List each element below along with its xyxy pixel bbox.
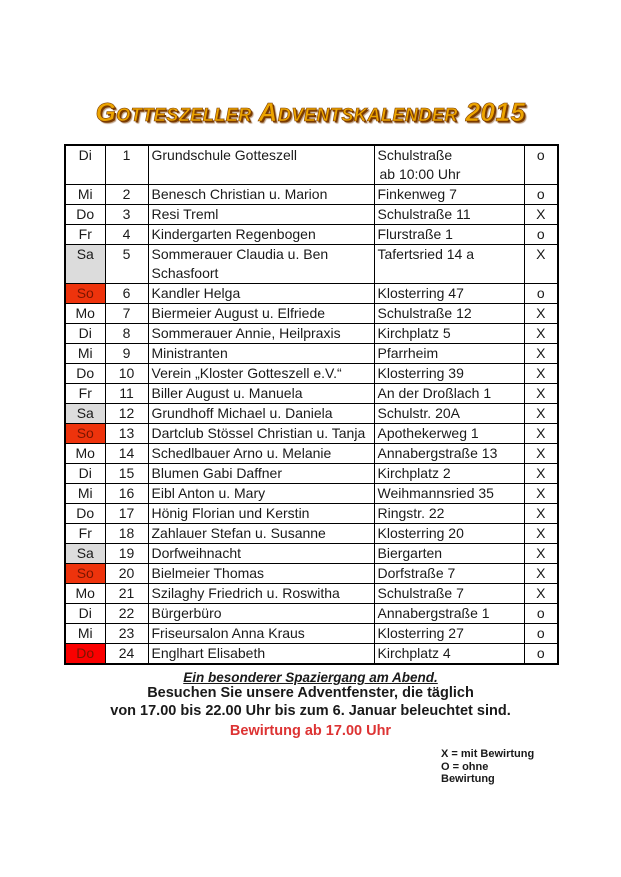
calendar-row xyxy=(65,604,558,624)
calendar-row xyxy=(65,225,558,245)
day-cell: Do xyxy=(65,364,105,384)
bewirtung-marker-cell: X xyxy=(524,444,558,464)
day-cell: Mi xyxy=(65,185,105,205)
address-cell xyxy=(374,624,524,644)
address-line-1: Klosterring 47 xyxy=(377,285,464,301)
bewirtung-marker-cell: X xyxy=(524,424,558,444)
address-cell xyxy=(374,145,524,185)
date-cell: 23 xyxy=(105,624,148,644)
address-cell xyxy=(374,564,524,584)
footer-line-1: Besuchen Sie unsere Adventfenster, die täglich xyxy=(147,685,474,701)
bewirtung-marker-cell: X xyxy=(524,564,558,584)
address-cell xyxy=(374,544,524,564)
calendar-row xyxy=(65,384,558,404)
host-name-cell: Ministranten xyxy=(148,344,374,364)
address-line-1: Weihmannsried 35 xyxy=(377,485,494,501)
calendar-rows xyxy=(65,145,558,664)
bewirtung-marker-cell: X xyxy=(524,304,558,324)
host-name-cell: Grundschule Gotteszell xyxy=(148,145,374,185)
date-cell: 11 xyxy=(105,384,148,404)
footer-line-2: von 17.00 bis 22.00 Uhr bis zum 6. Januar beleuchtet sind. xyxy=(110,702,511,719)
address-cell xyxy=(374,584,524,604)
host-name-cell: Biermeier August u. Elfriede xyxy=(148,304,374,324)
host-name-cell: Benesch Christian u. Marion xyxy=(148,185,374,205)
bewirtung-marker-cell: o xyxy=(524,225,558,245)
address-cell xyxy=(374,524,524,544)
date-cell: 9 xyxy=(105,344,148,364)
address-line-1: Apothekerweg 1 xyxy=(377,425,479,441)
bewirtung-marker-cell: X xyxy=(524,504,558,524)
date-cell: 13 xyxy=(105,424,148,444)
date-cell: 18 xyxy=(105,524,148,544)
date-cell: 12 xyxy=(105,404,148,424)
calendar-row xyxy=(65,304,558,324)
address-line-1: Klosterring 39 xyxy=(377,365,464,381)
footer-headline: Ein besonderer Spaziergang am Abend. xyxy=(183,670,438,685)
day-cell: Fr xyxy=(65,225,105,245)
bewirtung-marker-cell: o xyxy=(524,185,558,205)
bewirtung-marker-cell: o xyxy=(524,145,558,185)
day-cell: Mi xyxy=(65,344,105,364)
host-name-cell: Zahlauer Stefan u. Susanne xyxy=(148,524,374,544)
bewirtung-marker-cell: X xyxy=(524,245,558,284)
calendar-row xyxy=(65,444,558,464)
calendar-row xyxy=(65,644,558,665)
address-cell xyxy=(374,304,524,324)
date-cell: 16 xyxy=(105,484,148,504)
address-line-1: Schulstraße xyxy=(377,147,453,163)
address-line-1: Annabergstraße 13 xyxy=(377,445,498,461)
host-name-cell: Englhart Elisabeth xyxy=(148,644,374,665)
host-name-cell: Bürgerbüro xyxy=(148,604,374,624)
address-cell xyxy=(374,284,524,304)
address-cell xyxy=(374,444,524,464)
day-cell: Di xyxy=(65,324,105,344)
day-cell: Do xyxy=(65,504,105,524)
host-name-cell: Biller August u. Manuela xyxy=(148,384,374,404)
address-line-1: Pfarrheim xyxy=(377,345,439,361)
marker-legend xyxy=(441,748,545,786)
day-cell: Fr xyxy=(65,524,105,544)
host-name-cell: Resi Treml xyxy=(148,205,374,225)
bewirtung-marker-cell: X xyxy=(524,324,558,344)
address-line-1: Schulstr. 20A xyxy=(377,405,460,421)
calendar-row xyxy=(65,544,558,564)
address-cell xyxy=(374,344,524,364)
date-cell: 20 xyxy=(105,564,148,584)
day-cell: Di xyxy=(65,145,105,185)
calendar-row xyxy=(65,245,558,284)
date-cell: 19 xyxy=(105,544,148,564)
address-line-1: Tafertsried 14 a xyxy=(377,246,474,262)
day-cell: Mo xyxy=(65,584,105,604)
address-cell xyxy=(374,504,524,524)
address-line-1: Schulstraße 7 xyxy=(377,585,464,601)
bewirtung-marker-cell: o xyxy=(524,604,558,624)
address-line-1: Kirchplatz 2 xyxy=(377,465,451,481)
bewirtung-marker-cell: X xyxy=(524,484,558,504)
calendar-row xyxy=(65,584,558,604)
bewirtung-marker-cell: X xyxy=(524,364,558,384)
day-cell: Sa xyxy=(65,245,105,284)
day-cell: Sa xyxy=(65,544,105,564)
host-name-cell: Kandler Helga xyxy=(148,284,374,304)
bewirtung-marker-cell: X xyxy=(524,384,558,404)
calendar-row xyxy=(65,324,558,344)
date-cell: 10 xyxy=(105,364,148,384)
date-cell: 3 xyxy=(105,205,148,225)
address-line-1: Flurstraße 1 xyxy=(377,226,453,242)
day-cell: Mi xyxy=(65,484,105,504)
calendar-row xyxy=(65,284,558,304)
date-cell: 2 xyxy=(105,185,148,205)
calendar-row xyxy=(65,364,558,384)
address-cell xyxy=(374,404,524,424)
day-cell: Sa xyxy=(65,404,105,424)
date-cell: 7 xyxy=(105,304,148,324)
calendar-row xyxy=(65,185,558,205)
calendar-row xyxy=(65,344,558,364)
address-line-1: Klosterring 20 xyxy=(377,525,464,541)
address-line-1: Finkenweg 7 xyxy=(377,186,457,202)
bewirtung-marker-cell: X xyxy=(524,524,558,544)
calendar-row xyxy=(65,484,558,504)
bewirtung-marker-cell: o xyxy=(524,644,558,665)
bewirtung-marker-cell: X xyxy=(524,344,558,364)
host-name-cell: Szilaghy Friedrich u. Roswitha xyxy=(148,584,374,604)
day-cell: Mo xyxy=(65,444,105,464)
bewirtung-marker-cell: X xyxy=(524,404,558,424)
date-cell: 6 xyxy=(105,284,148,304)
date-cell: 8 xyxy=(105,324,148,344)
day-cell: So xyxy=(65,284,105,304)
footer-highlight: Bewirtung ab 17.00 Uhr xyxy=(229,723,392,739)
address-line-1: Ringstr. 22 xyxy=(377,505,445,521)
legend-with-bewirtung: X = mit Bewirtung xyxy=(441,748,535,760)
date-cell: 15 xyxy=(105,464,148,484)
date-cell: 1 xyxy=(105,145,148,185)
bewirtung-marker-cell: X xyxy=(524,584,558,604)
host-name-cell: Schedlbauer Arno u. Melanie xyxy=(148,444,374,464)
address-line-1: Biergarten xyxy=(377,545,443,561)
day-cell: Mi xyxy=(65,624,105,644)
day-cell: Di xyxy=(65,604,105,624)
address-line-1: Kirchplatz 5 xyxy=(377,325,451,341)
calendar-row xyxy=(65,504,558,524)
host-name-cell: Grundhoff Michael u. Daniela xyxy=(148,404,374,424)
day-cell: Do xyxy=(65,205,105,225)
host-name-cell: Sommerauer Annie, Heilpraxis xyxy=(148,324,374,344)
host-name-cell: Bielmeier Thomas xyxy=(148,564,374,584)
address-cell xyxy=(374,644,524,665)
date-cell: 17 xyxy=(105,504,148,524)
host-name-cell: Eibl Anton u. Mary xyxy=(148,484,374,504)
day-cell: So xyxy=(65,564,105,584)
advent-calendar-table xyxy=(64,144,559,665)
date-cell: 21 xyxy=(105,584,148,604)
address-line-1: Dorfstraße 7 xyxy=(377,565,456,581)
address-cell xyxy=(374,225,524,245)
host-name-cell: Hönig Florian und Kerstin xyxy=(148,504,374,524)
host-name-cell: Friseursalon Anna Kraus xyxy=(148,624,374,644)
bewirtung-marker-cell: X xyxy=(524,544,558,564)
calendar-row xyxy=(65,404,558,424)
calendar-row xyxy=(65,624,558,644)
date-cell: 4 xyxy=(105,225,148,245)
date-cell: 24 xyxy=(105,644,148,665)
address-cell xyxy=(374,364,524,384)
address-line-1: An der Droßlach 1 xyxy=(377,385,492,401)
calendar-row xyxy=(65,524,558,544)
day-cell: Do xyxy=(65,644,105,665)
legend-without-bewirtung: O = ohne Bewirtung xyxy=(441,760,495,785)
host-name-cell: Kindergarten Regenbogen xyxy=(148,225,374,245)
address-cell xyxy=(374,464,524,484)
day-cell: Di xyxy=(65,464,105,484)
host-name-cell: Dartclub Stössel Christian u. Tanja xyxy=(148,424,374,444)
date-cell: 5 xyxy=(105,245,148,284)
bewirtung-marker-cell: X xyxy=(524,464,558,484)
calendar-row xyxy=(65,464,558,484)
calendar-row xyxy=(65,564,558,584)
host-name-cell: Dorfweihnacht xyxy=(148,544,374,564)
address-cell xyxy=(374,245,524,284)
calendar-row xyxy=(65,424,558,444)
address-line-1: Annabergstraße 1 xyxy=(377,605,490,621)
date-cell: 22 xyxy=(105,604,148,624)
address-line-1: Schulstraße 11 xyxy=(377,206,471,222)
host-name-cell: Sommerauer Claudia u. Ben Schasfoort xyxy=(148,245,374,284)
calendar-row xyxy=(65,145,558,185)
footer xyxy=(64,670,557,786)
address-cell xyxy=(374,185,524,205)
address-cell xyxy=(374,484,524,504)
host-name-cell: Verein „Kloster Gotteszell e.V.“ xyxy=(148,364,374,384)
address-cell xyxy=(374,424,524,444)
day-cell: Fr xyxy=(65,384,105,404)
address-line-2: ab 10:00 Uhr xyxy=(379,166,461,182)
bewirtung-marker-cell: o xyxy=(524,284,558,304)
address-cell xyxy=(374,604,524,624)
date-cell: 14 xyxy=(105,444,148,464)
bewirtung-marker-cell: X xyxy=(524,205,558,225)
host-name-cell: Blumen Gabi Daffner xyxy=(148,464,374,484)
address-line-1: Kirchplatz 4 xyxy=(377,645,451,661)
address-cell xyxy=(374,324,524,344)
page-title: Gotteszeller Adventskalender 2015 xyxy=(95,97,526,127)
address-line-1: Schulstraße 12 xyxy=(377,305,472,321)
address-cell xyxy=(374,205,524,225)
address-line-1: Klosterring 27 xyxy=(377,625,464,641)
bewirtung-marker-cell: o xyxy=(524,624,558,644)
day-cell: So xyxy=(65,424,105,444)
day-cell: Mo xyxy=(65,304,105,324)
calendar-row xyxy=(65,205,558,225)
address-cell xyxy=(374,384,524,404)
